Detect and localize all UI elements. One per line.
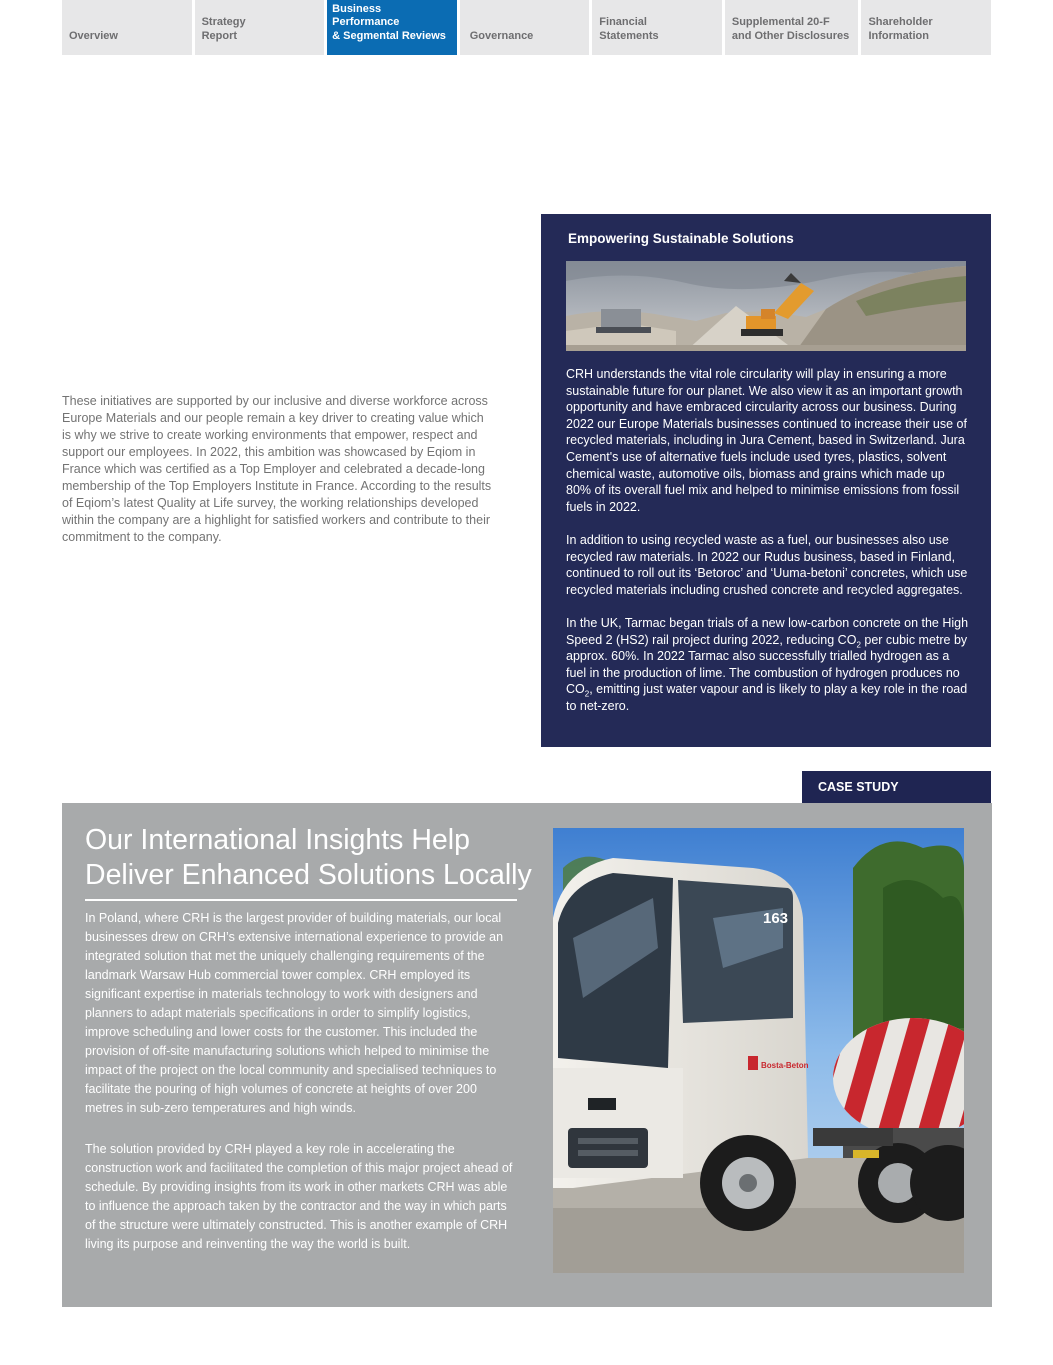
tab-business-performance[interactable]: Business Performance & Segmental Reviews [327, 0, 457, 55]
sidebar-text-span: , emitting just water vapour and is likely to play a key role in the road to net-zero. [566, 682, 968, 713]
sustainable-solutions-sidebar [541, 214, 991, 747]
sidebar-text-span: In the UK, Tarmac began trials of a new low-carbon concrete on the High Speed 2 (HS2) rail project during 2022, reducing CO [566, 615, 969, 647]
tab-supplemental-disclosures[interactable]: Supplemental 20-F and Other Disclosures [725, 0, 859, 55]
sidebar-body [566, 366, 970, 731]
sidebar-text-span: per cubic metre by approx. 60%. In 2022 Tarmac also successfully trialled hydrogen as a fuel in the production of lime. The combustion of hydrogen produces no CO [566, 632, 968, 697]
section-navigation [62, 0, 991, 55]
case-study-body [85, 909, 517, 1276]
subscript-2: 2 [856, 640, 861, 649]
sidebar-paragraph: CRH understands the vital role circularity will play in ensuring a more sustainable future for our planet. We also view it as an important growth opportunity and have embraced circularity across our business. During 2022 our Europe Materials businesses continued to increase their use of recycled materials, including in Jura Cement, based in Switzerland. Jura Cement's use of alternative fuels include used tyres, plastics, solvent chemical waste, automotive oils, biomass and grains which made up 80% of its overall fuel mix and helped to minimise emissions from fossil fuels in 2022. [566, 367, 967, 514]
subscript-2: 2 [584, 689, 590, 699]
case-study-tab: CASE STUDY [802, 771, 991, 803]
sidebar-paragraph: In addition to using recycled waste as a fuel, our businesses also use recycled raw materials. In 2022 our Rudus business, based in Finland, continued to roll out its ‘Betoroc’ and ‘Uuma-betoni’ concretes, which use recycled materials including crushed concrete and recycled aggregates. [566, 532, 968, 597]
workforce-paragraph: These initiatives are supported by our inclusive and diverse workforce across Europe Materials and our people remain a key driver to creating value which is why we strive to create working environments that empower, respect and support our employees. In 2022, this ambition was showcased by Eqiom in France which was certified as a Top Employer and celebrated a decade-long membership of the Top Employers Institute in France. According to the results of Eqiom’s latest Quality at Life survey, the working relationships developed within the company are a highlight for satisfied workers and contribute to their commitment to the company. [62, 394, 492, 544]
sidebar-title: Empowering Sustainable Solutions [568, 231, 794, 246]
case-study-paragraph: In Poland, where CRH is the largest provider of building materials, our local businesses drew on CRH’s extensive international experience to provide an integrated solution that met the uniquely challenging requirements of the landmark Warsaw Hub commercial tower complex. CRH employed its significant expertise in materials technology to work with designers and planners to adapt materials specifications in order to simplify logistics, improve scheduling and lower costs for the customer. This included the provision of off-site manufacturing solutions which helped to minimise the impact of the project on the local community and specialised techniques to facilitate the pouring of high volumes of concrete at heights of over 200 metres in sub-zero temperatures and high winds. [85, 911, 504, 1115]
case-study-panel [62, 803, 992, 1307]
sidebar-paragraph [566, 615, 970, 715]
truck-number-label: 163 [763, 910, 789, 927]
quarry-excavator-photo [566, 261, 966, 351]
case-study-paragraph: The solution provided by CRH played a key role in accelerating the construction work and facilitated the completion of this major project ahead of schedule. By providing insights from its work in other markets CRH was able to influence the approach taken by the contractor and the way in which parts of the structure were ultimately constructed. This is another example of CRH living its purpose and reinventing the way the world is built. [85, 1142, 513, 1251]
tab-strategy-report[interactable]: Strategy Report [195, 0, 325, 55]
heading-divider [85, 899, 517, 901]
tab-governance[interactable]: Governance [460, 0, 590, 55]
concrete-mixer-truck-photo [553, 828, 964, 1273]
tab-financial-statements[interactable]: Financial Statements [592, 0, 722, 55]
case-study-heading: Our International Insights Help Deliver Enhanced Solutions Locally [85, 824, 532, 891]
tab-overview[interactable]: Overview [62, 0, 192, 55]
truck-brand-label: Bosta-Beton [761, 1061, 809, 1070]
tab-shareholder-information[interactable]: Shareholder Information [861, 0, 991, 55]
